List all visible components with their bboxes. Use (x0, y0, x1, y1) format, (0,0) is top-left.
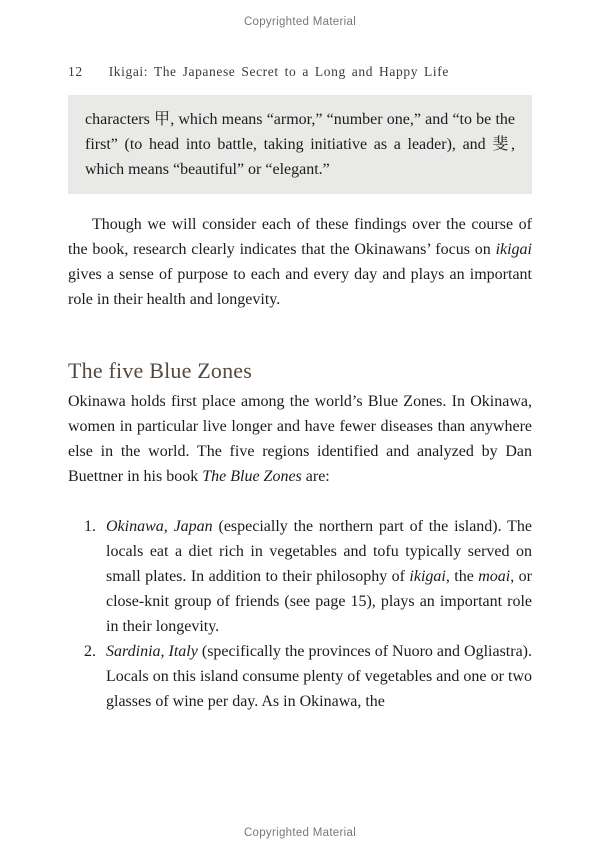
text-segment: ikigai (495, 241, 532, 258)
text-segment: gives a sense of purpose to each and every day and plays an important role in their health and longevity. (68, 266, 532, 308)
page-number: 12 (68, 64, 83, 79)
text-segment: (specifically the provinces of Nuoro and Ogliastra). Locals on this island consume plenty of vegetables and one or two glasses of wine per day. As in Okinawa, the (106, 643, 533, 710)
text-segment: Though we will consider each of these findings over the course of the book, research clearly indicates that the Okinawans’ focus on (68, 216, 532, 258)
copyright-notice-top: Copyrighted Material (243, 16, 357, 28)
paragraph-blue-zones (68, 389, 532, 489)
text-segment: (especially the northern part of the island). The locals eat a diet rich in vegetables and tofu typically served on small plates. In addition to their philosophy of (106, 518, 533, 585)
list-item-okinawa (84, 514, 532, 639)
list-item-sardinia (84, 639, 532, 714)
text-segment: , or close-knit group of friends (see page 15), plays an important role in their longevity. (106, 568, 533, 635)
list-item-number: 2. (84, 643, 96, 660)
excerpt-text (85, 107, 515, 182)
copyright-notice-bottom: Copyrighted Material (243, 827, 357, 839)
running-title: Ikigai: The Japanese Secret to a Long and Happy Life (108, 64, 449, 79)
blue-zones-list (68, 514, 532, 714)
list-item-text (106, 514, 532, 639)
text-segment: Okinawa, Japan (106, 518, 213, 535)
highlighted-excerpt-box (68, 95, 532, 194)
text-segment: Okinawa holds first place among the world’s Blue Zones. In Okinawa, women in particular live longer and have fewer diseases than anywhere else in the world. The five regions identified and analyzed by Dan Buettner in his book (68, 393, 532, 485)
list-item-text (106, 639, 532, 714)
text-segment: are: (301, 468, 330, 485)
list-item-number: 1. (84, 518, 96, 535)
text-segment: Sardinia, Italy (106, 643, 198, 660)
text-segment: , the (445, 568, 479, 585)
text-segment: The Blue Zones (202, 468, 302, 485)
paragraph-intro (68, 212, 532, 312)
running-header (68, 64, 532, 80)
text-segment: ikigai (409, 568, 446, 585)
text-segment: moai (478, 568, 511, 585)
text-segment: characters 甲, which means “armor,” “number one,” and “to be the first” (to head into battle, taking initiative as a leader), and 斐, which means “beautiful” or “elegant.” (85, 111, 515, 178)
section-heading-five-blue-zones: The five Blue Zones (68, 358, 253, 383)
